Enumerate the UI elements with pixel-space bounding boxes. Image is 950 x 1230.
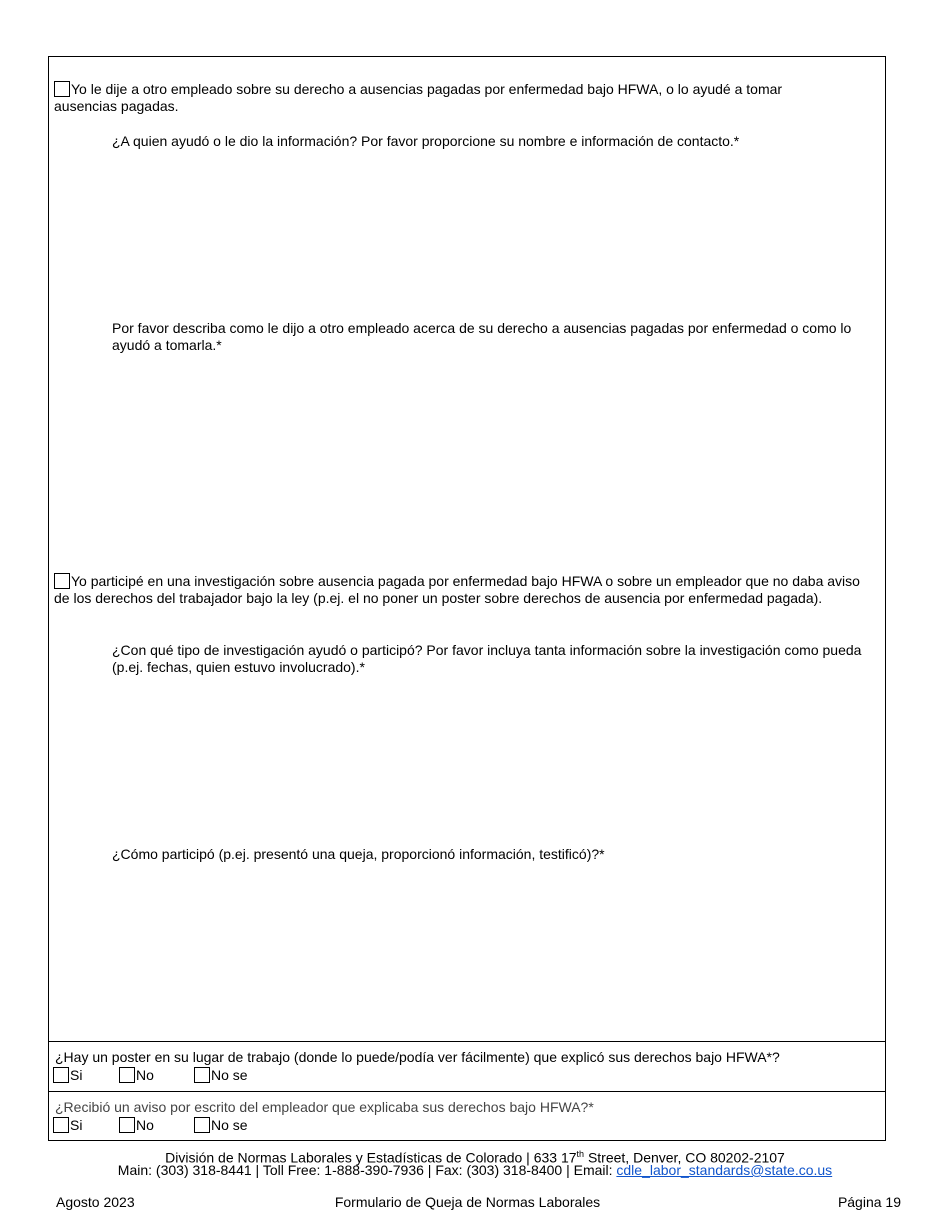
option-label: No	[136, 1117, 154, 1133]
poster-nose-checkbox[interactable]	[194, 1067, 210, 1083]
investigation-option	[54, 573, 874, 607]
investigation-type-question: ¿Con qué tipo de investigación ayudó o participó? Por favor incluya tanta información sobre la investigación como pueda (p.ej. fechas, quien estuvo involucrado).*	[112, 642, 862, 675]
investigation-checkbox[interactable]	[54, 573, 70, 589]
told-coworker-label: Yo le dije a otro empleado sobre su derecho a ausencias pagadas por enfermedad bajo HFWA, o lo ayudé a tomar ausencias pagadas.	[54, 81, 783, 114]
poster-question-text: ¿Hay un poster en su lugar de trabajo (donde lo puede/podía ver fácilmente) que explicó sus derechos bajo HFWA*?	[55, 1049, 780, 1065]
notice-nose-checkbox[interactable]	[194, 1117, 210, 1133]
contact-text: Main: (303) 318-8441 | Toll Free: 1-888-390-7936 | Fax: (303) 318-8400 | Email:	[117, 1162, 617, 1178]
poster-option-no-se[interactable]	[194, 1067, 248, 1084]
address-superscript: th	[576, 1149, 585, 1159]
email-link[interactable]: cdle_labor_standards@state.co.us	[616, 1162, 833, 1178]
how-told-question: Por favor describa como le dijo a otro empleado acerca de su derecho a ausencias pagadas por enfermedad o como lo ayudó a tomarla.*	[112, 320, 852, 353]
who-helped-question: ¿A quien ayudó o le dio la información? Por favor proporcione su nombre e información de contacto.*	[112, 133, 740, 149]
page-number: Página 19	[837, 1194, 901, 1210]
option-label: No se	[211, 1117, 248, 1133]
option-label: No	[136, 1067, 154, 1083]
address-prefix: División de Normas Laborales y Estadísticas de Colorado | 633 17	[165, 1149, 577, 1166]
footer-contact	[0, 1162, 950, 1178]
notice-no-checkbox[interactable]	[119, 1117, 135, 1133]
poster-option-no[interactable]	[119, 1067, 154, 1084]
poster-no-checkbox[interactable]	[119, 1067, 135, 1083]
footer-form-title: Formulario de Queja de Normas Laborales	[334, 1194, 601, 1210]
footer-date: Agosto 2023	[56, 1194, 135, 1210]
notice-option-no-se[interactable]	[194, 1117, 248, 1134]
poster-question-row	[49, 1041, 885, 1092]
poster-option-si[interactable]	[53, 1067, 82, 1084]
notice-option-si[interactable]	[53, 1117, 82, 1134]
investigation-label: Yo participé en una investigación sobre ausencia pagada por enfermedad bajo HFWA o sobre un empleador que no daba aviso de los derechos del trabajador bajo la ley (p.ej. el no poner un poster sobre derechos de ausencia por enfermedad pagada).	[54, 573, 860, 606]
told-coworker-checkbox[interactable]	[54, 81, 70, 97]
option-label: Si	[70, 1067, 83, 1083]
retaliation-section	[49, 57, 885, 1041]
written-notice-row	[49, 1091, 885, 1142]
address-suffix: Street, Denver, CO 80202-2107	[584, 1149, 785, 1166]
poster-si-checkbox[interactable]	[53, 1067, 69, 1083]
participation-question: ¿Cómo participó (p.ej. presentó una queja, proporcionó información, testificó)?*	[112, 846, 605, 862]
notice-option-no[interactable]	[119, 1117, 154, 1134]
option-label: No se	[211, 1067, 248, 1083]
notice-si-checkbox[interactable]	[53, 1117, 69, 1133]
form-frame	[48, 56, 886, 1141]
written-notice-text: ¿Recibió un aviso por escrito del empleador que explicaba sus derechos bajo HFWA?*	[55, 1099, 594, 1115]
told-coworker-option	[54, 81, 844, 115]
option-label: Si	[70, 1117, 83, 1133]
